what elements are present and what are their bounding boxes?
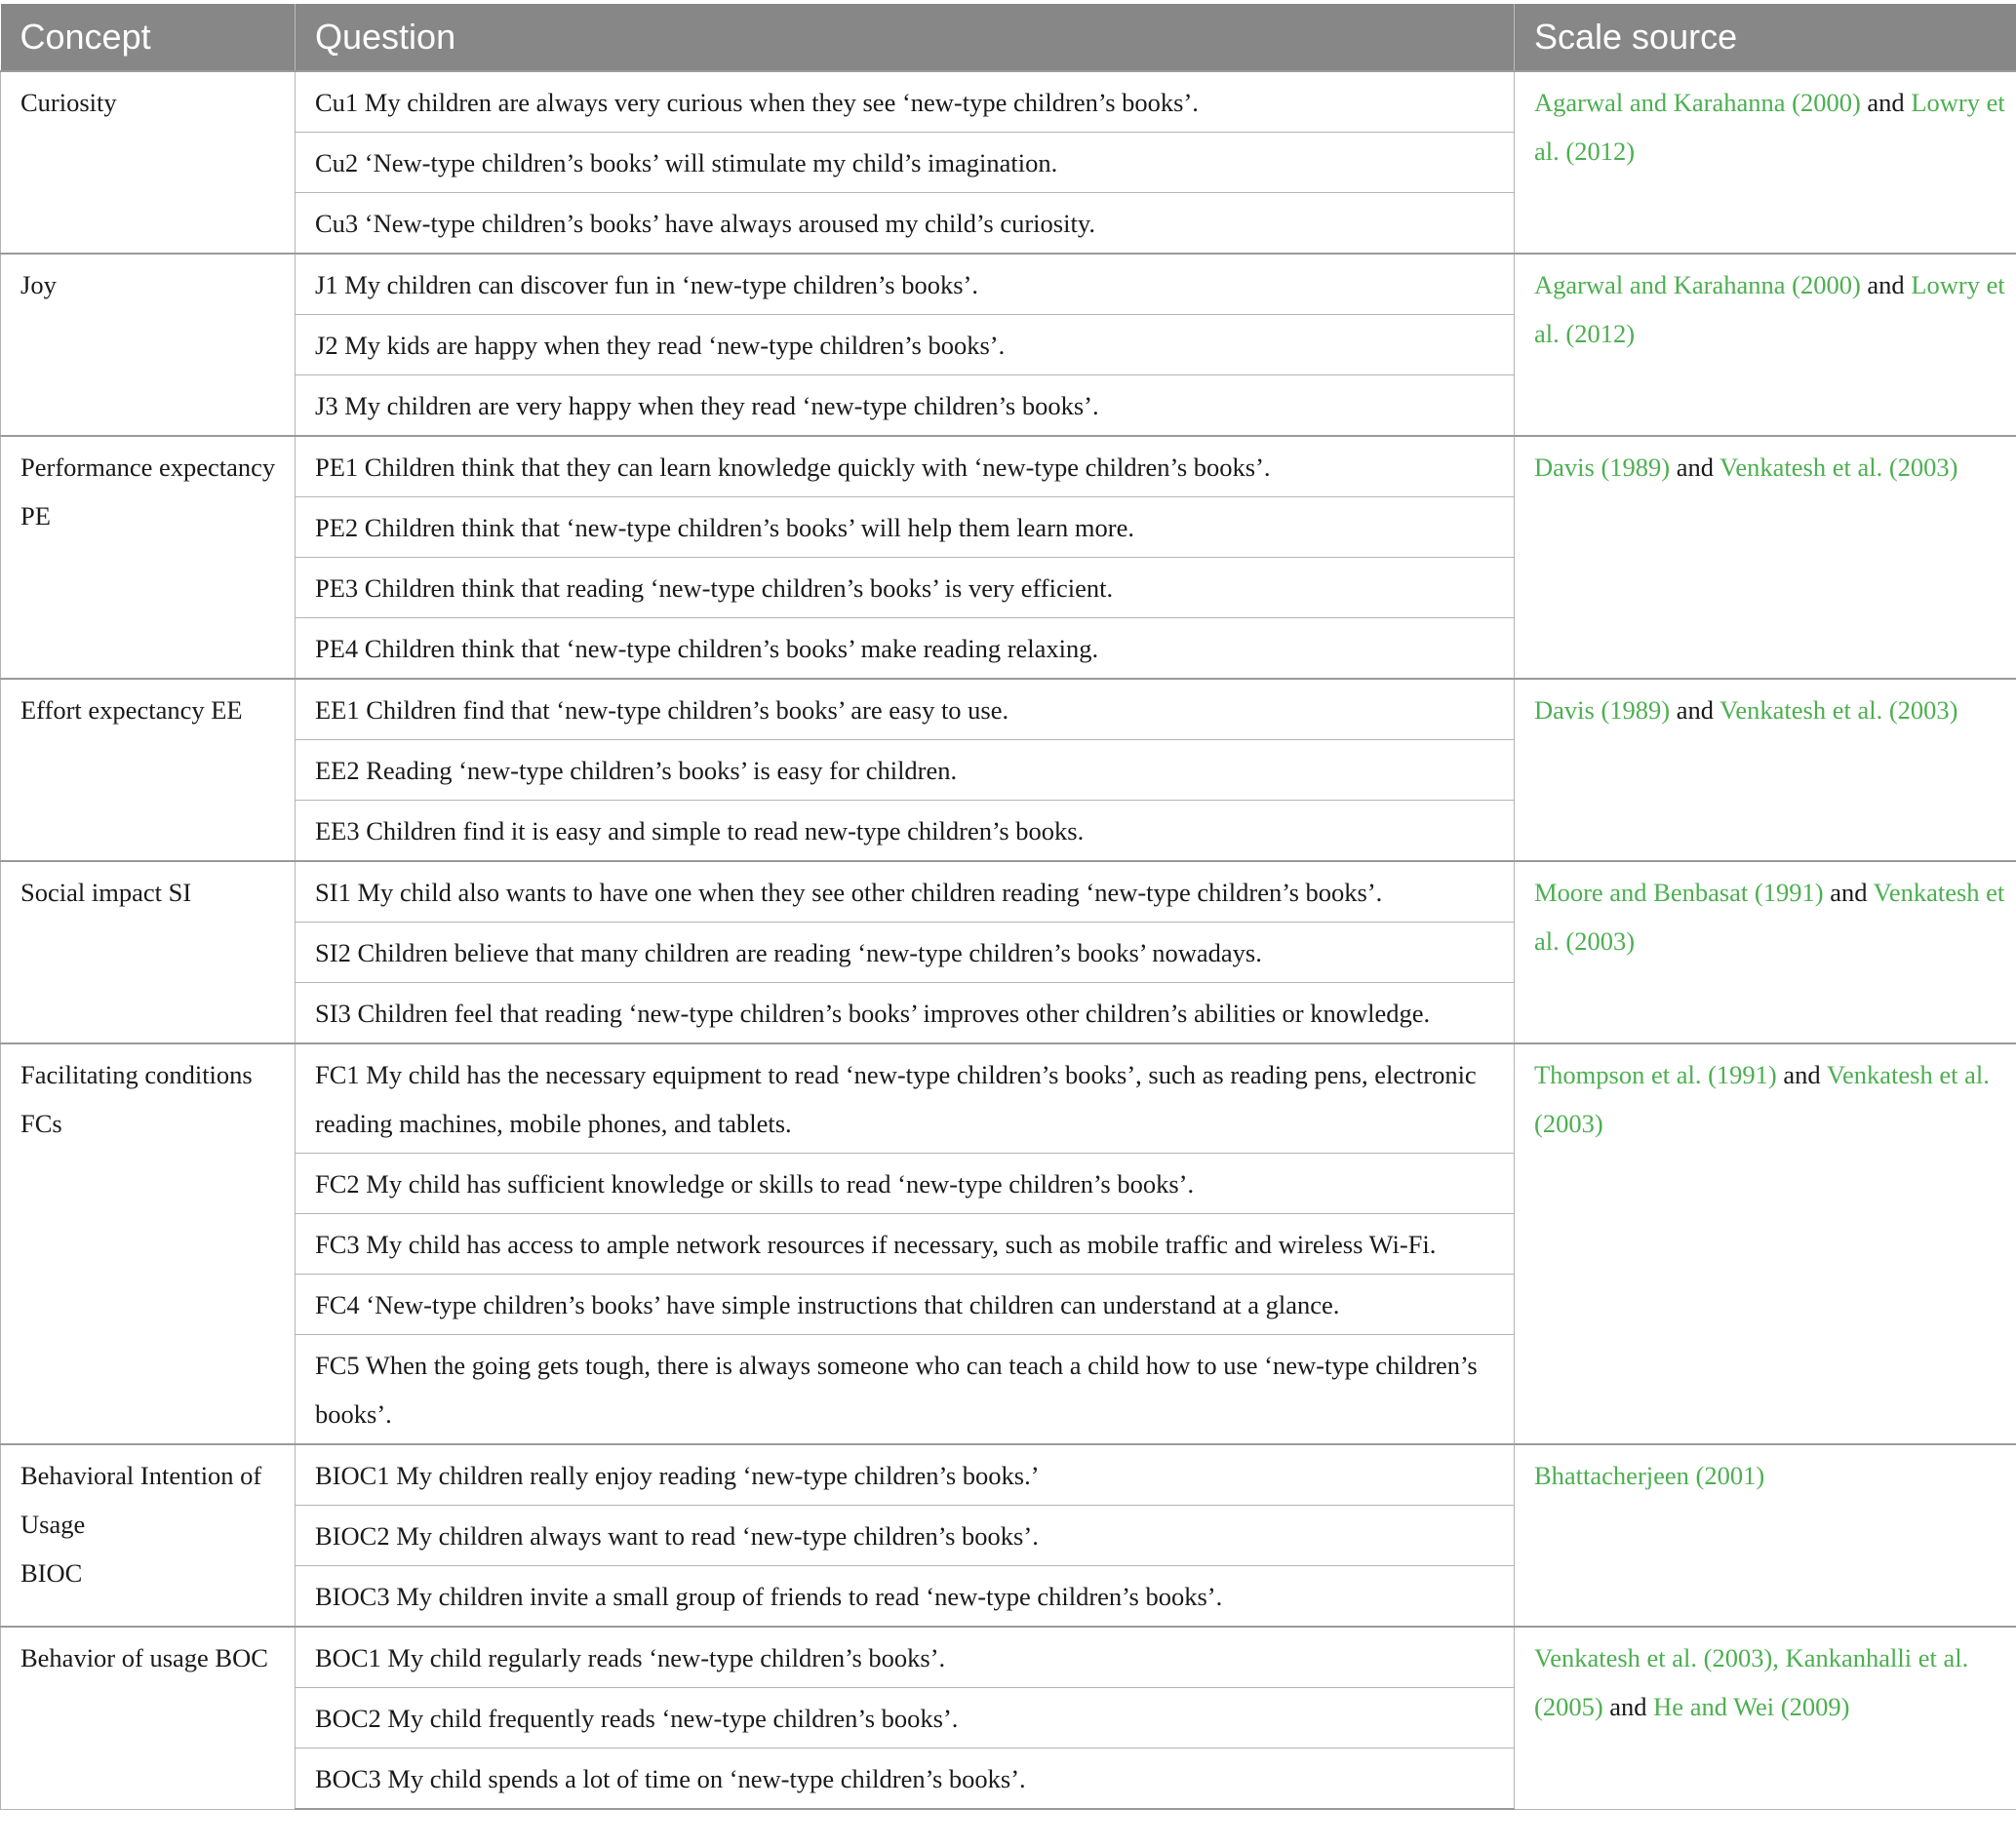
scale-source-cell bbox=[1515, 1627, 2016, 1809]
source-connector-text: and bbox=[1860, 270, 1912, 299]
question-cell: PE1 Children think that they can learn knowledge quickly with ‘new-type children’s books’. bbox=[296, 436, 1515, 497]
scale-table bbox=[0, 4, 2016, 1810]
reference-link[interactable]: Venkatesh et al. (2003) bbox=[1534, 878, 2005, 956]
reference-link[interactable]: Lowry et al. (2012) bbox=[1534, 270, 2005, 348]
question-cell: FC2 My child has sufficient knowledge or skills to read ‘new-type children’s books’. bbox=[296, 1154, 1515, 1214]
table-body bbox=[1, 71, 2016, 1809]
concept-cell bbox=[1, 861, 296, 1043]
source-connector-text: and bbox=[1670, 452, 1720, 482]
concept-label: Joy bbox=[20, 270, 57, 299]
concept-cell bbox=[1, 1444, 296, 1627]
scale-source-cell bbox=[1515, 679, 2016, 861]
question-cell: J1 My children can discover fun in ‘new-type children’s books’. bbox=[296, 254, 1515, 315]
table-row bbox=[1, 254, 2016, 315]
scale-source-cell bbox=[1515, 254, 2016, 436]
question-cell: BIOC1 My children really enjoy reading ‘new-type children’s books.’ bbox=[296, 1444, 1515, 1506]
scale-source-cell bbox=[1515, 861, 2016, 1043]
question-cell: BOC2 My child frequently reads ‘new-type children’s books’. bbox=[296, 1688, 1515, 1749]
table-row bbox=[1, 71, 2016, 133]
reference-link[interactable]: Agarwal and Karahanna (2000) bbox=[1534, 88, 1861, 117]
reference-link[interactable]: Venkatesh et al. (2003) bbox=[1720, 695, 1958, 725]
question-cell: BIOC2 My children always want to read ‘new-type children’s books’. bbox=[296, 1506, 1515, 1566]
source-connector-text: and bbox=[1602, 1692, 1654, 1721]
reference-link[interactable]: Venkatesh et al. (2003), Kankanhalli et al. (2005) bbox=[1534, 1643, 1969, 1721]
reference-link[interactable]: Agarwal and Karahanna (2000) bbox=[1534, 270, 1861, 299]
concept-cell bbox=[1, 254, 296, 436]
question-cell: FC4 ‘New-type children’s books’ have simple instructions that children can understand at a glance. bbox=[296, 1275, 1515, 1335]
concept-label: Behavior of usage BOC bbox=[20, 1643, 268, 1672]
table-row bbox=[1, 1043, 2016, 1154]
table-header bbox=[1, 4, 2016, 71]
concept-cell bbox=[1, 1627, 296, 1809]
concept-cell bbox=[1, 436, 296, 679]
question-cell: BOC3 My child spends a lot of time on ‘new-type children’s books’. bbox=[296, 1749, 1515, 1810]
table-row bbox=[1, 679, 2016, 740]
question-cell: BOC1 My child regularly reads ‘new-type children’s books’. bbox=[296, 1627, 1515, 1688]
question-cell: FC3 My child has access to ample network resources if necessary, such as mobile traffic and wireless Wi-Fi. bbox=[296, 1214, 1515, 1275]
reference-link[interactable]: Davis (1989) bbox=[1534, 452, 1671, 482]
reference-link[interactable]: Venkatesh et al. (2003) bbox=[1534, 1060, 1990, 1138]
concept-label: Social impact SI bbox=[20, 878, 192, 907]
concept-label: Performance expectancy PE bbox=[20, 452, 276, 531]
question-cell: EE3 Children find it is easy and simple to read new-type children’s books. bbox=[296, 801, 1515, 862]
table-row bbox=[1, 436, 2016, 497]
question-cell: PE4 Children think that ‘new-type children’s books’ make reading relaxing. bbox=[296, 618, 1515, 680]
header-question: Question bbox=[296, 4, 1515, 71]
reference-link[interactable]: Davis (1989) bbox=[1534, 695, 1671, 725]
concept-cell bbox=[1, 679, 296, 861]
question-cell: J3 My children are very happy when they read ‘new-type children’s books’. bbox=[296, 375, 1515, 437]
question-cell: BIOC3 My children invite a small group of friends to read ‘new-type children’s books’. bbox=[296, 1566, 1515, 1628]
question-cell: PE2 Children think that ‘new-type children’s books’ will help them learn more. bbox=[296, 497, 1515, 558]
question-cell: PE3 Children think that reading ‘new-type children’s books’ is very efficient. bbox=[296, 558, 1515, 618]
concept-label: BIOC bbox=[20, 1558, 83, 1588]
reference-link[interactable]: Lowry et al. (2012) bbox=[1534, 88, 2005, 166]
question-cell: SI1 My child also wants to have one when they see other children reading ‘new-type children’s books’. bbox=[296, 861, 1515, 923]
header-scale-source: Scale source bbox=[1515, 4, 2016, 71]
question-cell: Cu2 ‘New-type children’s books’ will stimulate my child’s imagination. bbox=[296, 133, 1515, 193]
reference-link[interactable]: Venkatesh et al. (2003) bbox=[1720, 452, 1958, 482]
source-connector-text: and bbox=[1823, 878, 1874, 907]
source-connector-text: and bbox=[1776, 1060, 1827, 1089]
scale-source-cell bbox=[1515, 71, 2016, 254]
question-cell: EE2 Reading ‘new-type children’s books’ is easy for children. bbox=[296, 740, 1515, 801]
concept-label: Curiosity bbox=[20, 88, 117, 117]
question-cell: J2 My kids are happy when they read ‘new-type children’s books’. bbox=[296, 315, 1515, 375]
question-cell: Cu3 ‘New-type children’s books’ have always aroused my child’s curiosity. bbox=[296, 193, 1515, 255]
question-cell: Cu1 My children are always very curious when they see ‘new-type children’s books’. bbox=[296, 71, 1515, 133]
table-row bbox=[1, 1444, 2016, 1506]
question-cell: SI2 Children believe that many children are reading ‘new-type children’s books’ nowadays. bbox=[296, 923, 1515, 983]
concept-label: Behavioral Intention of Usage bbox=[20, 1461, 262, 1539]
scale-source-cell bbox=[1515, 436, 2016, 679]
table-row bbox=[1, 861, 2016, 923]
question-cell: EE1 Children find that ‘new-type children’s books’ are easy to use. bbox=[296, 679, 1515, 740]
reference-link[interactable]: Moore and Benbasat (1991) bbox=[1534, 878, 1824, 907]
question-cell: SI3 Children feel that reading ‘new-type children’s books’ improves other children’s abilities or knowledge. bbox=[296, 983, 1515, 1044]
table-row bbox=[1, 1627, 2016, 1688]
source-connector-text: and bbox=[1670, 695, 1720, 725]
reference-link[interactable]: Thompson et al. (1991) bbox=[1534, 1060, 1777, 1089]
concept-cell bbox=[1, 71, 296, 254]
scale-source-cell bbox=[1515, 1444, 2016, 1627]
source-connector-text: and bbox=[1860, 88, 1912, 117]
concept-label: Effort expectancy EE bbox=[20, 695, 243, 725]
scale-source-cell bbox=[1515, 1043, 2016, 1444]
question-cell: FC1 My child has the necessary equipment to read ‘new-type children’s books’, such as reading pens, electronic reading machines, mobile phones, and tablets. bbox=[296, 1043, 1515, 1154]
concept-cell bbox=[1, 1043, 296, 1444]
reference-link[interactable]: Bhattacherjeen (2001) bbox=[1534, 1461, 1765, 1490]
concept-label: Facilitating conditions FCs bbox=[20, 1060, 253, 1138]
header-concept: Concept bbox=[1, 4, 296, 71]
reference-link[interactable]: He and Wei (2009) bbox=[1653, 1692, 1850, 1721]
question-cell: FC5 When the going gets tough, there is always someone who can teach a child how to use ‘new-type children’s books’. bbox=[296, 1335, 1515, 1445]
